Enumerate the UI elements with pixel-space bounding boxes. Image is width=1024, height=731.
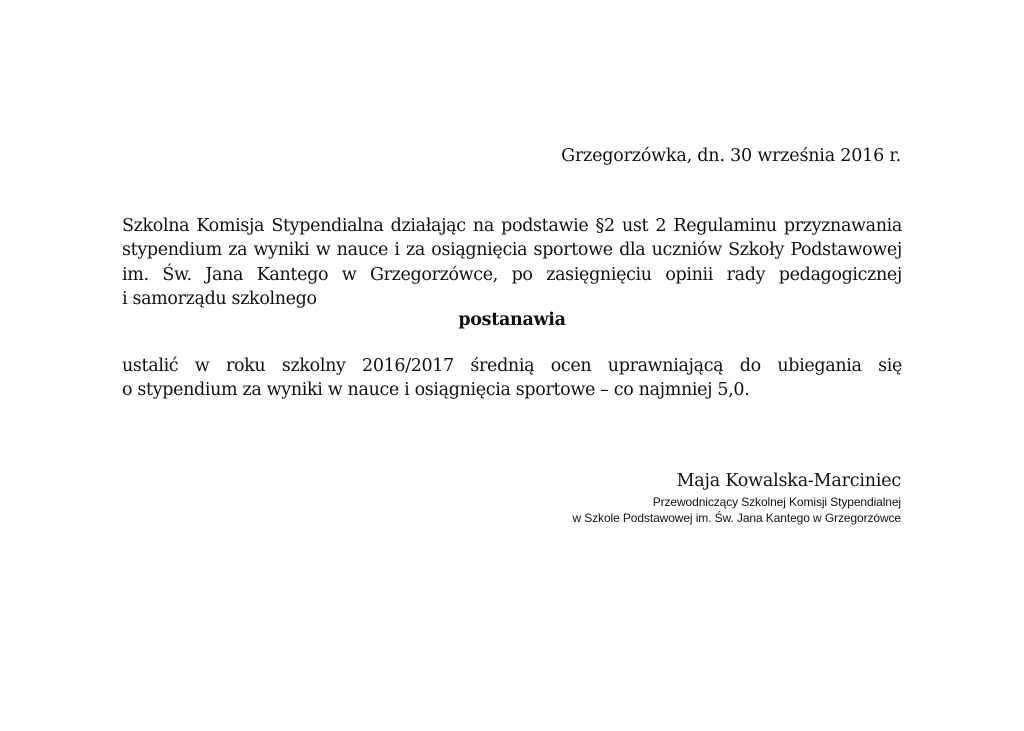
intro-paragraph xyxy=(122,214,902,311)
signatory-name: Maja Kowalska-Marciniec xyxy=(676,471,901,491)
intro-line: Szkolna Komisja Stypendialna działając na podstawie §2 ust 2 Regulaminu przyznawania xyxy=(122,216,902,236)
signatory-institution: w Szkole Podstawowej im. Św. Jana Kantego w Grzegorzówce xyxy=(572,511,901,525)
decision-heading: postanawia xyxy=(458,310,566,330)
resolution-paragraph xyxy=(122,354,902,403)
signatory-role: Przewodniczący Szkolnej Komisji Stypendialnej xyxy=(652,495,901,509)
place-and-date: Grzegorzówka, dn. 30 września 2016 r. xyxy=(561,146,901,166)
intro-line: stypendium za wyniki w nauce i za osiągnięcia sportowe dla uczniów Szkoły Podstawowej xyxy=(122,240,902,261)
intro-line: i samorządu szkolnego xyxy=(122,288,317,309)
resolution-line: o stypendium za wyniki w nauce i osiągnięcia sportowe – co najmniej 5,0. xyxy=(122,380,750,401)
intro-line: im. Św. Jana Kantego w Grzegorzówce, po zasięgnięciu opinii rady pedagogicznej xyxy=(122,264,902,285)
resolution-line: ustalić w roku szkolny 2016/2017 średnią ocen uprawniającą do ubiegania się xyxy=(122,356,902,376)
